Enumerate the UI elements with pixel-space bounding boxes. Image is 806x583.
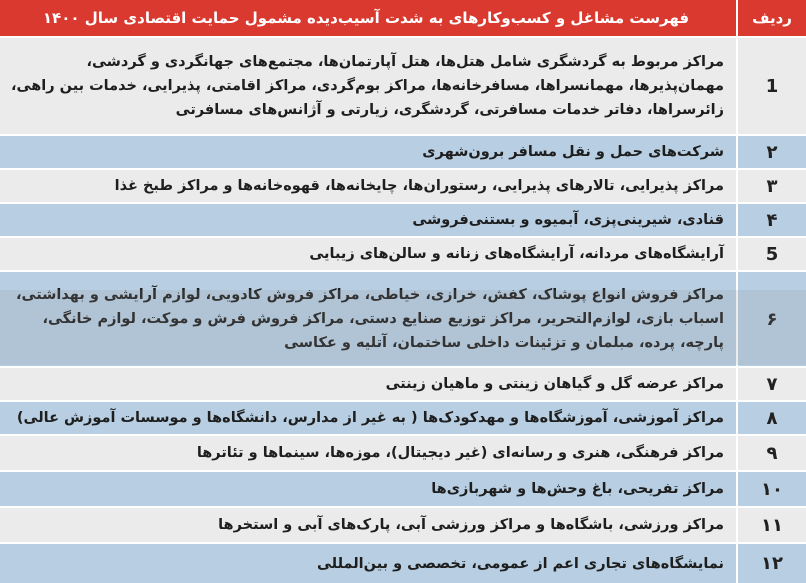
table-row <box>0 272 806 368</box>
row-number: ۷ <box>736 368 806 400</box>
row-text: مراکز تفریحی، باغ وحش‌ها و شهربازی‌ها <box>431 481 724 497</box>
table-row <box>0 136 806 170</box>
row-text: مراکز آموزشی، آموزشگاه‌ها و مهدکودک‌ها ( به غیر از مدارس، دانشگاه‌ها و موسسات آموزش عالی) <box>16 410 724 426</box>
table-row <box>0 38 806 136</box>
row-text: مراکز عرضه گل و گیاهان زینتی و ماهیان زینتی <box>385 376 724 392</box>
table-row <box>0 368 806 402</box>
row-text: مراکز فروش انواع پوشاک، کفش، خرازی، خیاطی، مراکز فروش کادویی، لوازم آرایشی و بهداشتی، اسباب بازی، لوازم‌التحریر، مراکز توزیع صنایع دستی، مراکز فروش فرش و موکت، لوازم خانگی، پارچه، پرده، مبلمان و تزئینات داخلی ساختمان، آتلیه و عکاسی <box>16 287 724 351</box>
row-number: 1 <box>736 38 806 134</box>
row-text: قنادی، شیرینی‌پزی، آبمیوه و بستنی‌فروشی <box>412 212 724 228</box>
row-number: ۶ <box>736 272 806 366</box>
row-text: مراکز فرهنگی، هنری و رسانه‌ای (غیر دیجیتال)، موزه‌ها، سینماها و تئاترها <box>196 445 724 461</box>
table-row <box>0 170 806 204</box>
row-text: مراکز پذیرایی، تالارهای پذیرایی، رستوران‌ها، چایخانه‌ها، قهوه‌خانه‌ها و مراکز طبخ غذا <box>114 178 724 194</box>
table-row <box>0 472 806 508</box>
row-number: ۱۲ <box>736 544 806 583</box>
header-title: فهرست مشاغل و کسب‌وکارهای به شدت آسیب‌دیده مشمول حمایت اقتصادی سال ۱۴۰۰ <box>42 9 690 27</box>
row-number: ۹ <box>736 436 806 470</box>
row-number: ۴ <box>736 204 806 236</box>
table-row <box>0 508 806 544</box>
row-number: ۱۰ <box>736 472 806 506</box>
row-text: آرایشگاه‌های مردانه، آرایشگاه‌های زنانه و سالن‌های زیبایی <box>309 246 724 262</box>
table-row <box>0 436 806 472</box>
table-row <box>0 238 806 272</box>
table-row <box>0 204 806 238</box>
row-text: شرکت‌های حمل و نقل مسافر برون‌شهری <box>422 144 724 160</box>
table-row <box>0 544 806 583</box>
header-num-label: ردیف <box>736 0 806 36</box>
row-number: ۲ <box>736 136 806 168</box>
row-number: ۳ <box>736 170 806 202</box>
table-row <box>0 402 806 436</box>
row-text: نمایشگاه‌های تجاری اعم از عمومی، تخصصی و بین‌المللی <box>317 555 724 572</box>
row-number: ۱۱ <box>736 508 806 542</box>
row-text: مراکز مربوط به گردشگری شامل هتل‌ها، هتل آپارتمان‌ها، مجتمع‌های جهانگردی و گردشی، مهمان‌پذیرها، مهمانسراها، مسافرخانه‌ها، مراکز بوم‌گردی، مراکز اقامتی، پذیرایی، خدمات بین راهی، زائرسراها، دفاتر خدمات مسافرتی، گردشگری، زیارتی و آژانس‌های مسافرتی <box>11 54 724 118</box>
row-number: 5 <box>736 238 806 270</box>
table-header <box>0 0 806 38</box>
row-text: مراکز ورزشی، باشگاه‌ها و مراکز ورزشی آبی، پارک‌های آبی و استخرها <box>218 517 724 533</box>
row-number: ۸ <box>736 402 806 434</box>
